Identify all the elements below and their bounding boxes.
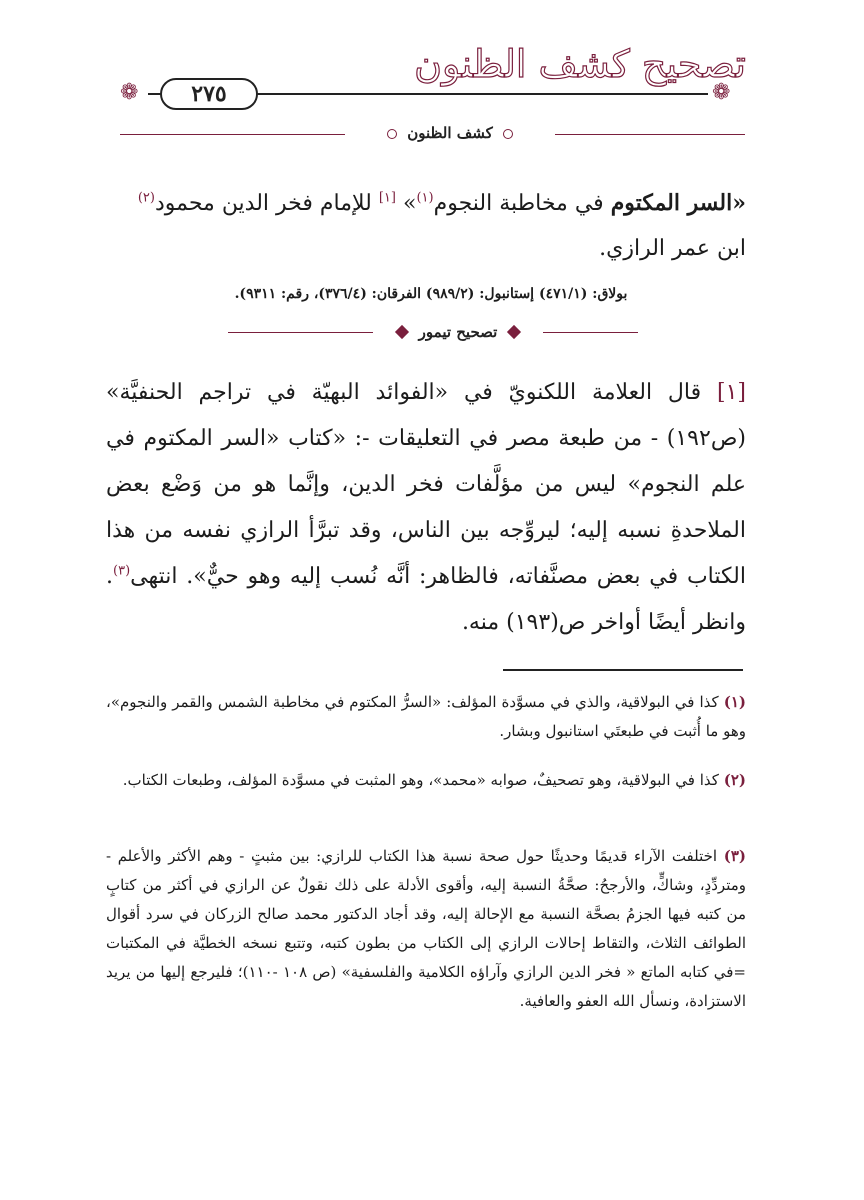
correction-marker: [١]	[716, 380, 746, 405]
section-title-wrap	[378, 321, 538, 343]
footnote-1	[106, 688, 746, 746]
footnote-number: (١)	[723, 693, 746, 711]
entry-title: «السر المكتوم	[610, 190, 746, 216]
section-rule-right	[543, 332, 638, 333]
circle-marker-icon	[387, 129, 397, 139]
entry-note-marker: [١]	[378, 190, 396, 206]
correction-text-end: . وانظر أيضًا أواخر ص(١٩٣) منه.	[106, 564, 746, 635]
running-title	[350, 122, 550, 144]
entry-heading	[116, 180, 746, 227]
section-rule-left	[228, 332, 373, 333]
running-title-text: كشف الظنون	[407, 124, 493, 142]
entry-ref-1: (١)	[416, 190, 434, 206]
footnote-2	[106, 766, 746, 795]
footnote-number: (٣)	[723, 847, 746, 865]
book-logo: تصحيح كشف الظنون	[414, 42, 746, 86]
footnote-3	[106, 842, 746, 1016]
circle-marker-icon	[503, 129, 513, 139]
correction-paragraph	[106, 370, 746, 646]
source-references: بولاق: (٤٧١/١) إستانبول: (٩٨٩/٢) الفرقان: (٣٧٦/٤)، رقم: ٩٣١١).	[234, 286, 628, 302]
correction-text: قال العلامة اللكنويّ في «الفوائد البهيّة في تراجم الحنفيَّة» (ص١٩٢) - من طبعة مصر في التعليقات -: «كتاب «السر المكتوم في علم النجوم» ليس من مؤلَّفات فخر الدين، وإنَّما هو من وَضْع بعض الملاحدةِ نسبه إليه؛ ليروِّجه بين الناس، وقد تبرَّأ الرازي نفسه من هذا الكتاب في بعض مصنَّفاته، فالظاهر: أنَّه نُسب إليه وهو حيٌّ». انتهى	[106, 380, 746, 589]
entry-ref-2: (٢)	[137, 190, 155, 206]
footnote-number: (٢)	[723, 771, 746, 789]
title-rule-left	[120, 134, 345, 135]
title-rule-right	[555, 134, 745, 135]
ornament-right-icon: ❁	[712, 80, 731, 105]
entry-author: للإمام فخر الدين محمود	[154, 191, 379, 216]
entry-close-quote: »	[402, 191, 417, 216]
footnote-text: كذا في البولاقية، وهو تصحيفٌ، صوابه «محمد»، وهو المثبت في مسوَّدة المؤلف، وطبعات الكتاب.	[122, 771, 719, 789]
ornament-left-icon: ❁	[120, 80, 139, 105]
footnote-text: كذا في البولاقية، والذي في مسوَّدة المؤلف: «السرُّ المكتوم في مخاطبة الشمس والقمر والنجوم»، وهو ما أُثبت في طبعتَي استانبول وبشار.	[106, 693, 746, 740]
entry-author-line2: ابن عمر الرازي.	[599, 236, 746, 261]
diamond-icon	[395, 325, 409, 339]
entry-title-rest: في مخاطبة النجوم	[433, 191, 611, 216]
footnote-rule	[503, 669, 743, 671]
diamond-icon	[506, 325, 520, 339]
page-number: ٢٧٥	[160, 78, 258, 110]
correction-ref-3: (٣)	[113, 563, 131, 579]
section-title: تصحيح تيمور	[418, 323, 498, 341]
footnote-text: اختلفت الآراء قديمًا وحديثًا حول صحة نسبة هذا الكتاب للرازي: بين مثبتٍ - وهم الأكثر والأعلم - ومتردِّدٍ، وشاكٍّ، والأرجحُ: صحَّةُ النسبة إليه، وأقوى الأدلة على ذلك نقولٌ عن الرازي في أكثر من كتابٍ من كتبه فيها الجزمُ بصحَّة النسبة مع الإحالة إليه، وقد أجاد الدكتور محمد صالح الزركان في سرد أقوال الطوائف الثلاث، والتقاط إحالات الرازي إلى الكتاب من بطون كتبه، وتتبع نسخه الخطيَّة في المكتبات =في كتابه الماتع « فخر الدين الرازي وآراؤه الكلامية والفلسفية» (ص ١٠٨ -١١٠)؛ فليرجع إليها من يريد الاستزادة، ونسأل الله العفو والعافية.	[106, 847, 746, 1010]
